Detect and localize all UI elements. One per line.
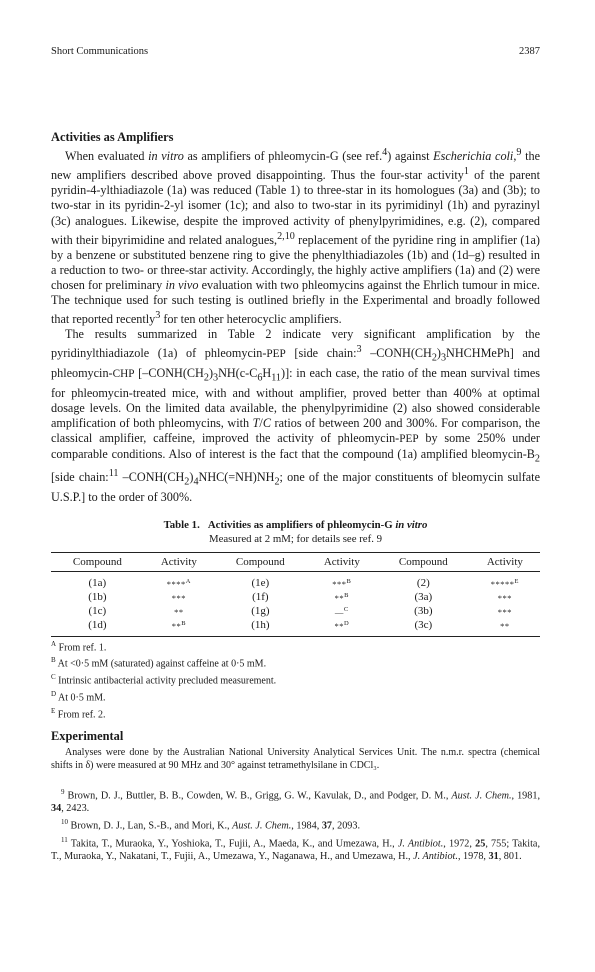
running-head [51, 46, 540, 57]
reference-10: $^{10}$ Brown, D. J., Lan, S.-B., and Mori, K., Aust. J. Chem., 1984, 37, 2093. [61, 818, 361, 832]
activity-cell: **$^B$ [334, 592, 350, 604]
column-header: Activity [470, 553, 540, 572]
activity-cell: ** [470, 618, 540, 636]
compound-cell: (1d) [51, 618, 144, 636]
table-footnotes [51, 638, 540, 722]
body-paragraph-1: When evaluated in vitro as amplifiers of phleomycin-G (see ref.$^4$) against Escherichia coli,$^9$ the new amplifiers described above proved disappointing. Thus the four-star activity$^1$ of the parent pyridin-4-ylthiadiazole (1a) was reduced (Table 1) to three-star in its homologues (3a) and (3b); to two-star in its pyridin-2-yl isomer (1c); and also to two-star in its pyrimidinyl (1h) and pyrazinyl (3c) analogues. Likewise, despite the improved activity of phenylpyrimidines, e.g. (2), compared with their bipyrimidine and related analogues,$^{2,10}$ replacement of the pyridine ring in amplifier (1a) by a benzene or substituted benzene ring to give the phenylthiadiazoles (1b) and (1d–g) resulted in a reduction to two- or three-star activity. Accordingly, the highly active amplifiers (1a) and (2) were chosen for preliminary in vivo evaluation with two phleomycins against the Ehrlich tumour in mice. The technique used for such testing is outlined briefly in the Experimental and broadly followed that reported recently$^3$ for ten other heterocyclic amplifiers. [51, 147, 540, 327]
table-footnote: $^B$ At <0·5 mM (saturated) against caffeine at 0·5 mM. [51, 656, 267, 670]
reference-9: $^9$ Brown, D. J., Buttler, B. B., Cowden, W. B., Grigg, G. W., Kavulak, D., and Podger, D. M., Aust. J. Chem., 1981, 34, 2423. [51, 787, 540, 814]
table-label: Table 1. [163, 519, 200, 532]
table-caption [51, 518, 540, 546]
compound-cell: (1g) [251, 605, 270, 618]
references [51, 786, 540, 863]
column-header: Compound [377, 553, 470, 572]
table-footnote: $^D$ At 0·5 mM. [51, 689, 106, 704]
table-header-row [51, 553, 540, 572]
table-row [51, 590, 540, 604]
column-header: Compound [51, 553, 144, 572]
compound-cell: (3b) [414, 605, 433, 618]
journal-page [51, 46, 540, 864]
activity-cell: **$^B$ [144, 618, 214, 636]
compound-cell: (1a) [88, 577, 107, 589]
table-footnote: $^E$ From ref. 2. [51, 706, 106, 720]
footnote-mark: B [344, 592, 350, 600]
activity-cell: ** [174, 607, 184, 618]
table-row [51, 618, 540, 636]
table-footnote: $^C$ Intrinsic antibacterial activity precluded measurement. [51, 673, 277, 687]
compound-cell: (1b) [88, 591, 107, 604]
activity-cell: *****$^E$ [490, 578, 519, 589]
section-heading-experimental: Experimental [51, 729, 124, 744]
compound-cell: (1h) [214, 618, 307, 636]
footnote-mark: E [514, 578, 519, 586]
footnote-mark: B [181, 620, 187, 628]
activity-table [51, 552, 540, 637]
table-footnote: $^A$ From ref. 1. [51, 639, 107, 653]
experimental-paragraph: Analyses were done by the Australian National University Analytical Services Unit. The n.m.r. spectra (chemical shifts in δ) were measured at 90 MHz and 30° against tetramethylsilane in CDCl₃. [51, 747, 540, 772]
compound-cell: (2) [416, 577, 430, 589]
compound-cell: (3a) [414, 591, 433, 604]
reference-11: $^{11}$ Takita, T., Muraoka, Y., Yoshioka, T., Fujii, A., Maeda, K., and Umezawa, H., J. Antibiot., 1972, 25, 755; Takita, T., Muraoka, Y., Nakatani, T., Fujii, A., Umezawa, Y., Naganawa, H., and Umezawa, H., J. Antibiot., 1978, 31, 801. [51, 835, 541, 862]
column-header: Activity [307, 553, 377, 572]
compound-cell: (1e) [251, 577, 270, 589]
table-subtitle: Measured at 2 mM; for details see ref. 9 [209, 533, 382, 546]
table-row [51, 572, 540, 591]
activity-cell: *** [497, 593, 512, 604]
footnote-mark: B [346, 578, 352, 586]
section-heading-amplifiers: Activities as Amplifiers [51, 130, 174, 144]
body-paragraph-2: The results summarized in Table 2 indicate very significant amplification by the pyridinylthiadiazole (1a) of phleomycin-PEP [side chain:$^3$ $-CONH(CH_2)_3NHCHMePh$] and phleomycin-CHP $[-CONH(CH_2)_3NH(c-C_6H_{11})]$: in each case, the ratio of the mean survival times for phleomycin-treated mice, with and without amplifier, proved better than 400% at optimal dosage levels. On the limited data available, the phenylpyrimidine (2) also showed considerable amplification of both phleomycins, with T/C ratios of between 200 and 300%. For comparison, the classical amplifier, caffeine, improved the activity of phleomycin-PEP by some 250% under comparable conditions. Also of interest is the fact that the compound (1a) amplified bleomycin-$B_2$ [side chain:$^{11}$ $-CONH(CH_2)_4NHC(=NH)NH_2$; one of the major constituents of bleomycin sulfate U.S.P.] to the order of 300%. [51, 327, 540, 504]
page-number: 2387 [519, 46, 540, 57]
activity-cell: ****$^A$ [166, 578, 191, 589]
column-header: Activity [144, 553, 214, 572]
activity-cell: **$^D$ [307, 618, 377, 636]
footnote-mark: A [185, 578, 191, 586]
compound-cell: (1c) [88, 605, 107, 618]
table-title: Activities as amplifiers of phleomycin-G [207, 519, 393, 532]
footnote-mark: D [344, 620, 350, 628]
table-row [51, 604, 540, 618]
table-title-italic: in vitro [395, 519, 428, 532]
running-head-title: Short Communications [51, 46, 149, 57]
footnote-mark: C [343, 606, 349, 614]
activity-cell: *** [497, 607, 512, 618]
activity-cell: *** [171, 593, 186, 604]
compound-cell: (3c) [377, 618, 470, 636]
compound-cell: (1f) [252, 591, 269, 604]
column-header: Compound [214, 553, 307, 572]
activity-cell: —$^C$ [334, 606, 349, 618]
activity-cell: ***$^B$ [332, 578, 352, 589]
